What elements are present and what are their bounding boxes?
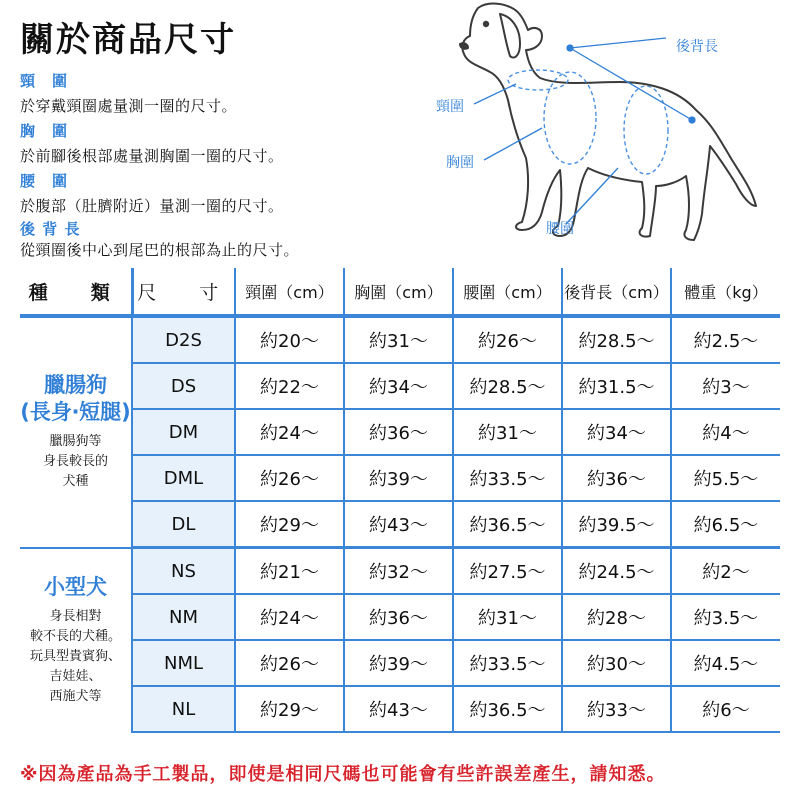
back-length-value: 約31.5～	[562, 363, 671, 409]
waist-value: 約33.5～	[453, 455, 562, 501]
weight-value: 約2～	[671, 548, 780, 595]
table-row	[20, 640, 780, 686]
chest-value: 約43～	[344, 501, 453, 548]
table-row	[20, 686, 780, 732]
diagram-neck-label: 頸圍	[436, 99, 464, 115]
back-length-value: 約36～	[562, 455, 671, 501]
diagram-chest-label: 胸圍	[446, 155, 474, 171]
chest-value: 約43～	[344, 686, 453, 732]
chest-value: 約36～	[344, 594, 453, 640]
table-row	[20, 455, 780, 501]
dog-measurement-diagram	[420, 0, 790, 260]
footnote-warning: ※因為產品為手工製品，即使是相同尺碼也可能會有些許誤差產生，請知悉。	[20, 764, 666, 785]
header-neck: 頸圍（cm）	[235, 268, 344, 316]
size-code: NML	[132, 640, 235, 686]
table-row	[20, 548, 780, 595]
diagram-back-length-label: 後背長	[676, 39, 718, 55]
back-length-value: 約39.5～	[562, 501, 671, 548]
chest-value: 約36～	[344, 409, 453, 455]
weight-value: 約2.5～	[671, 316, 780, 363]
diagram-waist-label: 腰圍	[546, 221, 574, 237]
back-length-label: 後 背 長	[20, 220, 81, 238]
neck-value: 約20～	[235, 316, 344, 363]
waist-value: 約36.5～	[453, 686, 562, 732]
back-length-value: 約34～	[562, 409, 671, 455]
size-code: NL	[132, 686, 235, 732]
waist-value: 約31～	[453, 594, 562, 640]
neck-label: 頸 圍	[20, 72, 69, 90]
group-dachshund	[20, 316, 132, 548]
size-code: DL	[132, 501, 235, 548]
size-code: DML	[132, 455, 235, 501]
weight-value: 約6.5～	[671, 501, 780, 548]
waist-value: 約36.5～	[453, 501, 562, 548]
table-row	[20, 409, 780, 455]
group-dachshund-name: 臘腸狗 (長身‧短腿)	[20, 373, 131, 425]
waist-value: 約28.5～	[453, 363, 562, 409]
size-code: NS	[132, 548, 235, 595]
waist-value: 約27.5～	[453, 548, 562, 595]
neck-value: 約26～	[235, 455, 344, 501]
chest-value: 約39～	[344, 455, 453, 501]
waist-value: 約31～	[453, 409, 562, 455]
neck-value: 約22～	[235, 363, 344, 409]
size-code: DM	[132, 409, 235, 455]
neck-value: 約26～	[235, 640, 344, 686]
table-row	[20, 501, 780, 548]
weight-value: 約4～	[671, 409, 780, 455]
chest-value: 約31～	[344, 316, 453, 363]
table-header-row	[20, 268, 780, 316]
back-length-value: 約24.5～	[562, 548, 671, 595]
chest-value: 約34～	[344, 363, 453, 409]
page-title: 關於商品尺寸	[20, 20, 236, 60]
weight-value: 約6～	[671, 686, 780, 732]
neck-description: 於穿戴頸圈處量測一圈的尺寸。	[20, 97, 238, 115]
header-type: 種 類	[20, 268, 132, 316]
waist-description: 於腹部（肚臍附近）量測一圈的尺寸。	[20, 197, 284, 215]
header-size: 尺 寸	[132, 268, 235, 316]
group-dachshund-description: 臘腸狗等 身長較長的 犬種	[42, 434, 108, 490]
group-small-dog-name: 小型犬	[44, 574, 107, 599]
chest-value: 約32～	[344, 548, 453, 595]
neck-value: 約29～	[235, 686, 344, 732]
back-length-description: 從頸圈後中心到尾巴的根部為止的尺寸。	[20, 241, 300, 259]
size-code: NM	[132, 594, 235, 640]
size-code: D2S	[132, 316, 235, 363]
chest-description: 於前腳後根部處量測胸圍一圈的尺寸。	[20, 147, 284, 165]
back-length-value: 約33～	[562, 686, 671, 732]
header-weight: 體重（kg）	[671, 268, 780, 316]
size-table	[20, 268, 780, 733]
weight-value: 約3～	[671, 363, 780, 409]
group-small-dog	[20, 548, 132, 733]
header-back-length: 後背長（cm）	[562, 268, 671, 316]
weight-value: 約5.5～	[671, 455, 780, 501]
chest-value: 約39～	[344, 640, 453, 686]
weight-value: 約4.5～	[671, 640, 780, 686]
waist-value: 約33.5～	[453, 640, 562, 686]
table-row	[20, 363, 780, 409]
back-length-value: 約28.5～	[562, 316, 671, 363]
header-chest: 胸圍（cm）	[344, 268, 453, 316]
group-small-dog-description: 身長相對 較不長的犬種。 玩具型貴賓狗、 吉娃娃、 西施犬等	[29, 608, 121, 704]
neck-value: 約21～	[235, 548, 344, 595]
weight-value: 約3.5～	[671, 594, 780, 640]
neck-value: 約24～	[235, 409, 344, 455]
header-waist: 腰圍（cm）	[453, 268, 562, 316]
size-code: DS	[132, 363, 235, 409]
back-length-value: 約30～	[562, 640, 671, 686]
waist-label: 腰 圍	[20, 172, 69, 190]
table-row	[20, 316, 780, 363]
neck-value: 約29～	[235, 501, 344, 548]
back-length-value: 約28～	[562, 594, 671, 640]
waist-value: 約26～	[453, 316, 562, 363]
chest-label: 胸 圍	[20, 122, 69, 140]
neck-value: 約24～	[235, 594, 344, 640]
table-row	[20, 594, 780, 640]
